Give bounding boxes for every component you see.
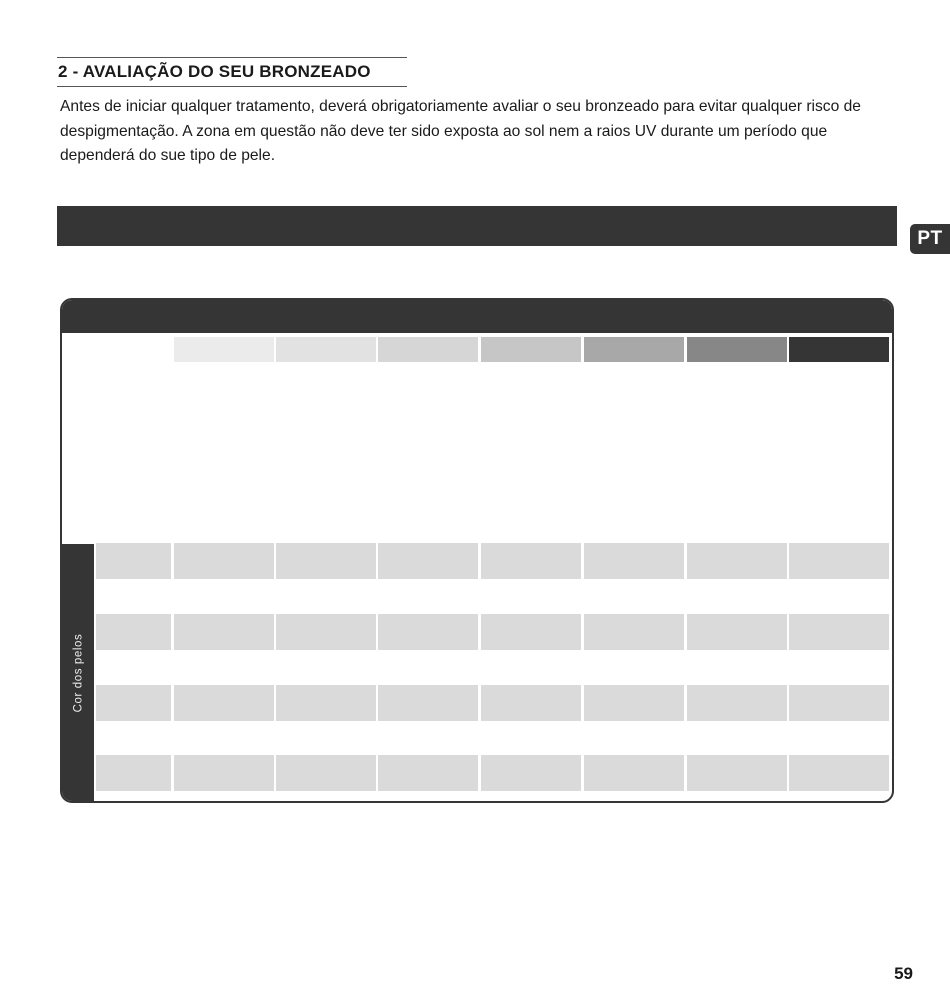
table-cell xyxy=(789,685,889,721)
table-cell xyxy=(378,614,478,650)
table-cell xyxy=(378,755,478,791)
table-cell xyxy=(584,614,684,650)
table-cell xyxy=(378,685,478,721)
table-cell xyxy=(276,755,376,791)
language-tab: PT xyxy=(910,224,950,254)
table-cell xyxy=(584,543,684,579)
table-cell xyxy=(378,543,478,579)
skin-hair-table xyxy=(60,298,894,803)
skin-tone-swatch xyxy=(584,337,684,362)
page-number: 59 xyxy=(894,964,913,983)
hair-color-cell xyxy=(96,543,171,579)
table-cell xyxy=(584,755,684,791)
hair-color-cell xyxy=(96,755,171,791)
table-cell xyxy=(687,755,787,791)
table-cell xyxy=(789,614,889,650)
table-cell xyxy=(687,543,787,579)
skin-tone-swatch xyxy=(174,337,274,362)
table-cell xyxy=(789,543,889,579)
table-cell xyxy=(174,543,274,579)
table-cell xyxy=(174,614,274,650)
table-cell xyxy=(481,755,581,791)
table-cell xyxy=(276,685,376,721)
table-title-bar xyxy=(57,206,897,246)
hair-color-cell xyxy=(96,685,171,721)
skin-tone-swatch xyxy=(481,337,581,362)
side-band xyxy=(62,544,94,801)
table-cell xyxy=(276,543,376,579)
table-cell xyxy=(174,755,274,791)
table-cell xyxy=(481,685,581,721)
table-cell xyxy=(481,614,581,650)
skin-tone-swatch xyxy=(378,337,478,362)
table-cell xyxy=(276,614,376,650)
skin-tone-swatch xyxy=(789,337,889,362)
hair-color-cell xyxy=(96,614,171,650)
section-title: 2 - AVALIAÇÃO DO SEU BRONZEADO xyxy=(57,57,407,87)
row-axis-label: Cor dos pelos xyxy=(72,633,85,712)
table-cell xyxy=(481,543,581,579)
table-cell xyxy=(687,614,787,650)
skin-tone-swatch xyxy=(276,337,376,362)
table-cell xyxy=(174,685,274,721)
skin-tone-swatch xyxy=(687,337,787,362)
table-cell xyxy=(687,685,787,721)
table-header xyxy=(62,300,892,333)
side-label-wrap xyxy=(62,544,94,801)
table-cell xyxy=(789,755,889,791)
table-cell xyxy=(584,685,684,721)
intro-paragraph: Antes de iniciar qualquer tratamento, deverá obrigatoriamente avaliar o seu bronzeado para evitar qualquer risco de despigmentação. A zona em questão não deve ter sido exposta ao sol nem a raios UV durante um período que dependerá do sue tipo de pele. xyxy=(60,98,861,164)
